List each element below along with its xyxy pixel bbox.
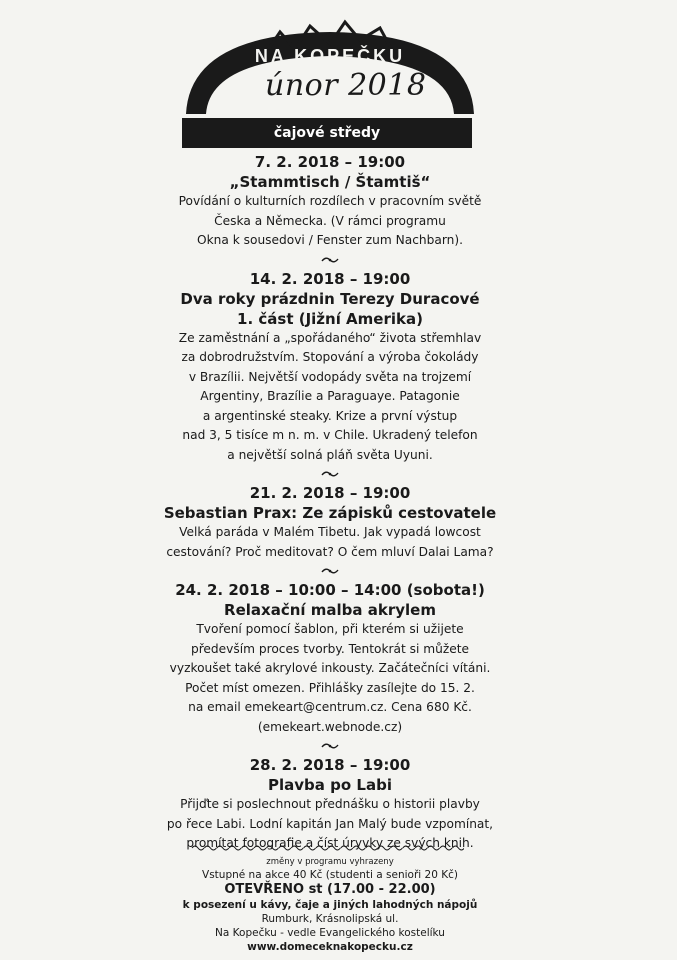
event-item: [150, 580, 510, 737]
event-date: 21. 2. 2018 – 19:00: [249, 484, 411, 502]
event-separator: [150, 465, 510, 483]
event-title: Plavba po Labi: [268, 776, 392, 794]
event-description-line: Česka a Německa. (V rámci programu: [214, 213, 446, 228]
event-title: Sebastian Prax: Ze zápisků cestovatele: [163, 504, 497, 522]
rule-swirl: [279, 846, 291, 850]
event-description-line: na email emekeart@centrum.cz. Cena 680 Kč.: [188, 700, 472, 714]
rule-swirl: [204, 846, 216, 850]
rule-swirl: [390, 846, 402, 850]
separator-ornament-icon: [321, 255, 339, 265]
rule-swirl: [440, 846, 452, 850]
event-separator: [150, 562, 510, 580]
entry-fee: Vstupné na akce 40 Kč (studenti a senioři 20 Kč): [202, 869, 458, 881]
location: Na Kopečku - vedle Evangelického kostelíku: [215, 927, 445, 939]
rule-swirl: [328, 846, 340, 850]
rule-swirl: [217, 846, 229, 850]
event-description-line: cestování? Proč meditovat? O čem mluví Dalai Lama?: [166, 544, 494, 559]
event-description-line: vyzkoušet také akrylové inkousty. Začátečníci vítáni.: [169, 661, 491, 675]
event-item: [150, 269, 510, 466]
event-description-line: Argentiny, Brazílie a Paraguaye. Patagonie: [200, 389, 460, 403]
event-description-line: a argentinské steaky. Krize a první výstup: [202, 408, 458, 423]
rule-swirl: [266, 846, 278, 850]
event-description-line: nad 3, 5 tisíce m n. m. v Chile. Ukradený telefon: [182, 428, 478, 442]
event-item: [150, 152, 510, 251]
separator-ornament-icon: [321, 741, 339, 751]
event-description-line: a největší solná pláň světa Uyuni.: [227, 447, 433, 462]
footer: [150, 856, 510, 954]
event-description-line: především proces tvorby. Tentokrát si můžete: [190, 641, 470, 656]
rule-swirl: [403, 846, 415, 850]
separator-ornament-icon: [321, 566, 339, 576]
event-title: Dva roky prázdnin Terezy Duracové: [180, 289, 480, 308]
section-band: [182, 118, 472, 148]
event-list: [150, 152, 510, 854]
rule-swirl: [291, 846, 303, 850]
rule-swirl: [428, 846, 440, 850]
event-description-line: promítat fotografie a číst úryvky ze svých knih.: [186, 836, 474, 850]
event-item: [150, 755, 510, 854]
rule-swirl: [452, 846, 464, 850]
event-title: „Stammtisch / Štamtiš“: [229, 173, 431, 191]
rule-swirl: [229, 846, 241, 850]
event-description-line: (emekeart.webnode.cz): [257, 719, 403, 734]
rule-swirl: [378, 846, 390, 850]
event-description-line: Velká paráda v Malém Tibetu. Jak vypadá lowcost: [179, 525, 481, 539]
event-description-line: Ze zaměstnání a „spořádaného“ života střemhlav: [178, 330, 482, 345]
changes-note: změny v programu vyhrazeny: [266, 857, 394, 867]
event-date: 24. 2. 2018 – 10:00 – 14:00 (sobota!): [175, 581, 485, 599]
rule-swirl: [304, 846, 316, 850]
event-separator: [150, 737, 510, 755]
rule-swirl: [242, 846, 254, 850]
band-label: čajové středy: [273, 125, 381, 141]
event-description-line: po řece Labi. Lodní kapitán Jan Malý bude vzpomínat,: [166, 816, 494, 831]
separator-ornament-icon: [321, 469, 339, 479]
month-title: únor 2018: [265, 68, 427, 103]
rule-swirl: [192, 846, 204, 850]
rule-swirl: [316, 846, 328, 850]
event-date: 14. 2. 2018 – 19:00: [249, 269, 411, 288]
website-link[interactable]: www.domeceknakopecku.cz: [247, 941, 413, 953]
event-description-line: Přijďte si poslechnout přednášku o historii plavby: [180, 797, 480, 811]
event-description-line: Povídání o kulturních rozdílech v pracovním světě: [178, 194, 482, 208]
rule-swirl: [254, 846, 266, 850]
event-title: 1. část (Jižní Amerika): [237, 309, 423, 328]
event-description-line: Počet míst omezen. Přihlášky zasílejte do 15. 2.: [185, 680, 475, 695]
event-separator: [150, 251, 510, 269]
rule-swirl: [341, 846, 353, 850]
event-description-line: Okna k sousedovi / Fenster zum Nachbarn).: [197, 233, 463, 247]
rule-swirl: [366, 846, 378, 850]
event-description-line: za dobrodružstvím. Stopování a výroba čokolády: [181, 350, 479, 364]
event-item: [150, 483, 510, 562]
event-date: 28. 2. 2018 – 19:00: [249, 756, 411, 774]
event-description-line: v Brazílii. Největší vodopády světa na trojzemí: [188, 369, 472, 384]
opening-hours: OTEVŘENO st (17.00 - 22.00): [224, 882, 436, 897]
address: Rumburk, Krásnolipská ul.: [261, 913, 399, 925]
footer-decorative-rule: [188, 843, 464, 851]
logo-text: NA KOPEČKU: [254, 46, 406, 66]
event-description-line: Tvoření pomocí šablon, při kterém si užijete: [196, 622, 464, 636]
rule-swirl: [353, 846, 365, 850]
rule-swirl: [415, 846, 427, 850]
event-date: 7. 2. 2018 – 19:00: [254, 153, 406, 171]
event-title: Relaxační malba akrylem: [224, 601, 436, 619]
offer-text: k posezení u kávy, čaje a jiných lahodných nápojů: [182, 899, 478, 911]
